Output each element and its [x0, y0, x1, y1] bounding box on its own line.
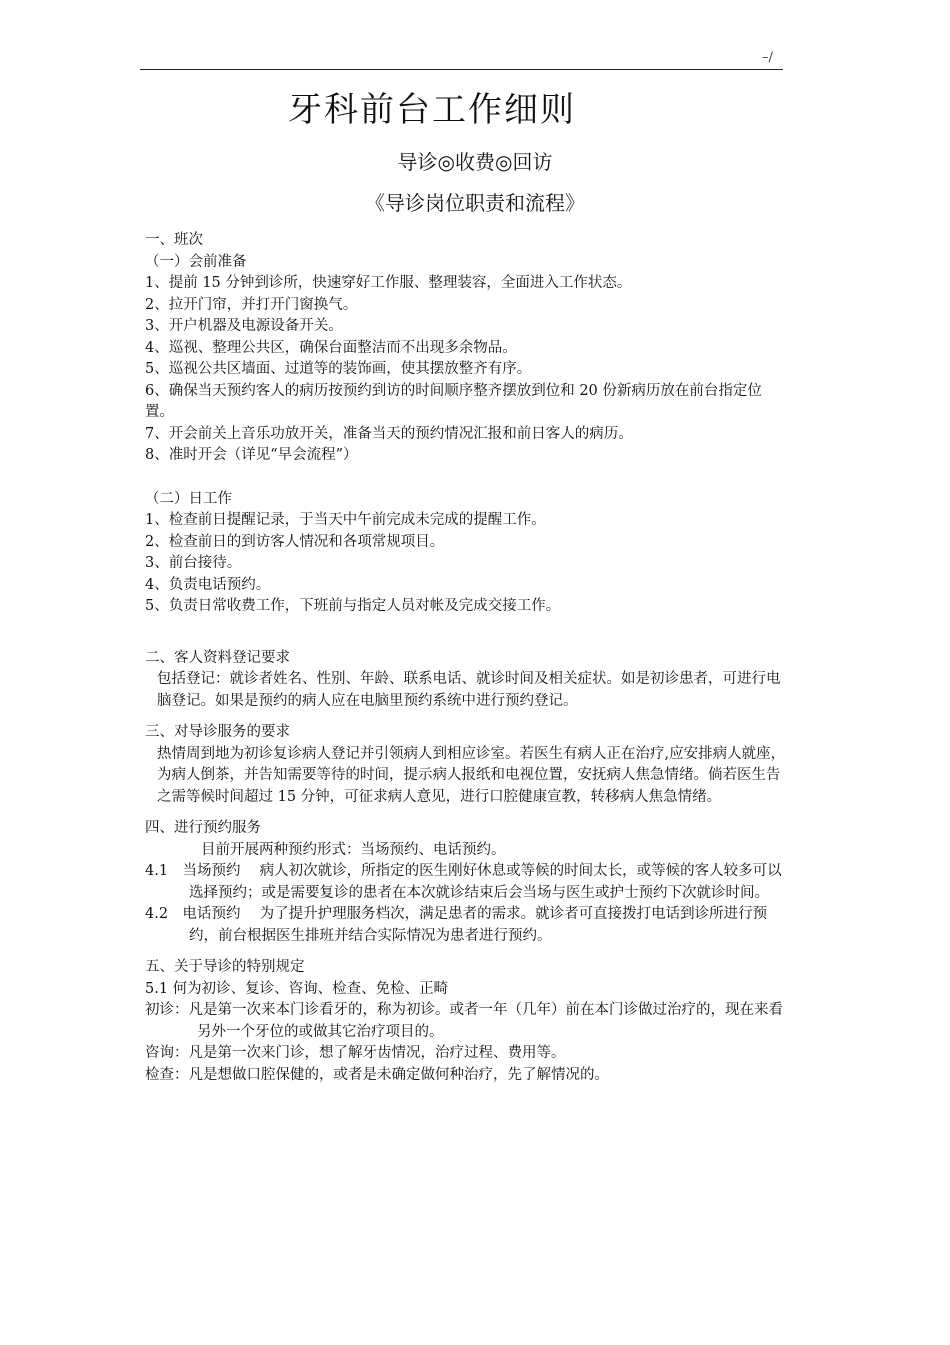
header-rule [140, 69, 783, 70]
subsection-heading: 5.1 何为初诊、复诊、咨询、检查、免检、正畸 [145, 980, 449, 997]
section-paragraph: 热情周到地为初诊复诊病人登记并引领病人到相应诊室。若医生有病人正在治疗,应安排病人就座，为病人倒茶，并告知需要等待的时间，提示病人报纸和电视位置，安抚病人焦急情绪。倘若医生告之需等候时间超过 15 分钟，可征求病人意见，进行口腔健康宣教，转移病人焦急情绪。 [157, 745, 786, 805]
document-subtitle: 导诊◎收费◎回访 [397, 150, 553, 174]
appointment-item: 4.2 电话预约 为了提升护理服务档次，满足患者的需求。就诊者可直接拨打电话到诊所进行预约，前台根据医生排班并结合实际情况为患者进行预约。 [145, 906, 768, 944]
list-item: 5、负责日常收费工作，下班前与指定人员对帐及完成交接工作。 [145, 598, 561, 614]
list-item: 7、开会前关上音乐功放开关，准备当天的预约情况汇报和前日客人的病历。 [145, 425, 633, 442]
section-heading: 一、班次 [145, 232, 203, 248]
document-subtitle-2: 《导诊岗位职责和流程》 [365, 191, 585, 215]
subsection-heading: （一）会前准备 [145, 253, 247, 270]
list-item: 4、负责电话预约。 [145, 576, 271, 593]
list-item: 8、准时开会（详见“早会流程”） [145, 447, 358, 463]
header-mark: –/ [762, 50, 773, 65]
document-title: 牙科前台工作细则 [288, 90, 576, 130]
list-item: 5、巡视公共区墙面、过道等的装饰画，使其摆放整齐有序。 [145, 361, 532, 377]
list-item: 6、确保当天预约客人的病历按预约到访的时间顺序整齐摆放到位和 20 份新病历放在前台指定位置。 [145, 382, 762, 420]
section-intro: 目前开展两种预约形式：当场预约、电话预约。 [201, 841, 506, 858]
list-item: 3、前台接待。 [145, 555, 242, 571]
definition-item: 初诊：凡是第一次来本门诊看牙的，称为初诊。或者一年（几年）前在本门诊做过治疗的，现在来看另外一个牙位的或做其它治疗项目的。 [145, 1002, 783, 1040]
section-paragraph: 包括登记：就诊者姓名、性别、年龄、联系电话、就诊时间及相关症状。如是初诊患者，可进行电脑登记。如果是预约的病人应在电脑里预约系统中进行预约登记。 [157, 671, 781, 709]
list-item: 3、开户机器及电源设备开关。 [145, 318, 343, 334]
list-item: 2、拉开门帘，并打开门窗换气。 [145, 296, 358, 313]
section-heading: 四、进行预约服务 [145, 820, 261, 836]
definition-item: 检查：凡是想做口腔保健的，或者是未确定做何种治疗，先了解情况的。 [145, 1066, 609, 1083]
definition-item: 咨询：凡是第一次来门诊，想了解牙齿情况，治疗过程、费用等。 [145, 1045, 566, 1061]
section-heading: 五、关于导诊的特别规定 [145, 959, 305, 975]
list-item: 4、巡视、整理公共区，确保台面整洁而不出现多余物品。 [145, 339, 517, 356]
appointment-item: 4.1 当场预约 病人初次就诊，所指定的医生刚好休息或等候的时间太长，或等候的客人较多可以选择预约；或是需要复诊的患者在本次就诊结束后会当场与医生或护士预约下次就诊时间。 [145, 863, 782, 901]
subsection-heading: （二）日工作 [145, 490, 232, 507]
section-heading: 三、对导诊服务的要求 [145, 724, 290, 740]
list-item: 2、检查前日的到访客人情况和各项常规项目。 [145, 533, 445, 550]
section-heading: 二、客人资料登记要求 [145, 649, 290, 666]
list-item: 1、检查前日提醒记录，于当天中午前完成未完成的提醒工作。 [145, 512, 546, 528]
document-body [145, 230, 790, 1086]
list-item: 1、提前 15 分钟到诊所，快速穿好工作服、整理装容，全面进入工作状态。 [145, 275, 632, 291]
